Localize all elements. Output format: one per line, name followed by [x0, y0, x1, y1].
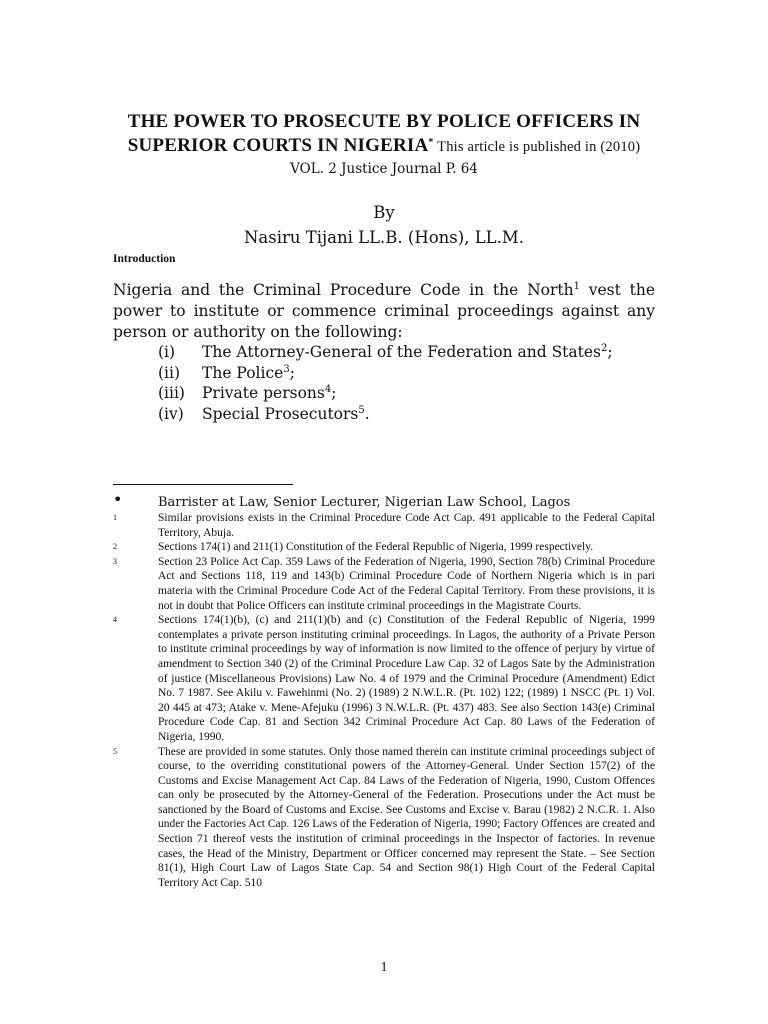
list-text: Private persons: [202, 384, 325, 402]
paragraph-text: vest the power to institute or commence criminal proceedings against any person or authority on the following:: [113, 281, 655, 341]
list-number: (iii): [158, 384, 185, 402]
list-punct: ;: [289, 363, 295, 382]
list-text: The Police: [202, 363, 284, 382]
footnote-mark: 1: [113, 513, 117, 522]
footnote-text: Barrister at Law, Senior Lecturer, Nigerian Law School, Lagos: [158, 495, 571, 510]
footnote-ref: 4: [324, 384, 332, 395]
title-note: This article is published in (2010): [433, 139, 641, 155]
section-heading: Introduction: [113, 253, 176, 265]
list-punct: ;: [331, 384, 337, 402]
footnote-ref: 5: [358, 404, 365, 416]
prosecutor-list: [158, 342, 613, 424]
list-number: (iv): [158, 404, 184, 423]
footnote-ref: 3: [283, 363, 290, 375]
list-item: [158, 383, 613, 404]
footnote-mark: •: [113, 490, 123, 509]
list-item: [158, 363, 613, 384]
footnote-4: [113, 613, 655, 744]
title-text: SUPERIOR COURTS IN NIGERIA: [127, 135, 429, 156]
footnote-mark: 3: [113, 556, 117, 566]
footnote-mark: 4: [113, 615, 117, 625]
publication-line: VOL. 2 Justice Journal P. 64: [290, 161, 478, 177]
author-name: Nasiru Tijani LL.B. (Hons), LL.M.: [243, 228, 525, 247]
title-footnote-marker: *: [428, 137, 434, 148]
footnote-ref: 2: [601, 343, 608, 354]
footnote-divider: [113, 484, 293, 485]
list-item: [158, 404, 613, 425]
footnote-author: [113, 490, 655, 511]
footnote-text: Section 23 Police Act Cap. 359 Laws of the Federation of Nigeria, 1990, Section 78(b) Criminal Procedure Act and Sections 118, 119 and 143(b) Criminal Procedure Code of Northern Nigeria which is in pari materia with the Criminal Procedure Code Act of the Federal Capital Territory. From these provisions, it is not in doubt that Police Officers can institute criminal proceedings in the Magistrate Courts.: [158, 555, 655, 612]
list-punct: .: [364, 404, 370, 423]
by-label: By: [373, 203, 395, 222]
list-text: The Attorney-General of the Federation and States: [202, 343, 602, 361]
title-line-1: THE POWER TO PROSECUTE BY POLICE OFFICERS IN: [127, 111, 641, 132]
footnote-5: [113, 745, 655, 891]
footnote-mark: 5: [113, 746, 117, 756]
byline: [100, 200, 668, 250]
list-number: (i): [158, 343, 176, 361]
footnote-text: These are provided in some statutes. Only those named therein can institute criminal proceedings subject of course, to the overriding constitutional powers of the Attorney-General. Under Section 157(2) of the Customs and Excise Management Act Cap. 84 Laws of the Federation of Nigeria, 1990, Custom Offences can only be prosecuted by the Attorney-General of the Federation. Prosecutions under the Act must be sanctioned by the Board of Customs and Excise. See Customs and Excise v. Barau (1982) 2 N.C.R. 1. Also under the Factories Act Cap. 126 Laws of the Federation of Nigeria, 1990; Factory Offences are created and Section 71 thereof vests the institution of criminal proceedings in the Inspector of factories. In revenue cases, the Head of the Ministry, Department or Officer concerned may represent the State. – See Section 81(1), High Court Law of Lagos State Cap. 54 and Section 98(1) High Court of the Federal Capital Territory Act Cap. 510: [158, 745, 655, 889]
list-text: Special Prosecutors: [202, 404, 359, 423]
footnote-text: Similar provisions exists in the Criminal Procedure Code Act Cap. 491 applicable to the Federal Capital Territory, Abuja.: [158, 512, 655, 539]
title-line-2: [100, 134, 668, 159]
intro-paragraph: [113, 280, 655, 343]
footnote-text: Sections 174(1) and 211(1) Constitution of the Federal Republic of Nigeria, 1999 respectively.: [158, 541, 594, 554]
list-punct: ;: [607, 343, 613, 361]
footnote-ref: 1: [573, 281, 580, 292]
footnote-3: [113, 555, 655, 613]
page-number: 1: [380, 960, 388, 975]
paragraph-text: Nigeria and the Criminal Procedure Code in the North: [113, 281, 574, 299]
title-block: [100, 110, 668, 179]
footnote-text: Sections 174(1)(b), (c) and 211(1)(b) and (c) Constitution of the Federal Republic of Nigeria, 1999 contemplates a private person instituting criminal proceedings. In Lagos, the authority of a Private Person to institute criminal proceedings by way of information is now limited to the offence of perjury by virtue of amendment to Section 340 (2) of the Criminal Procedure Law Cap. 32 of Lagos Sate by the Administration of justice (Miscellaneous Provisions) Law No. 4 of 1979 and the Criminal Procedure (Amendment) Edict No. 7 1987. See Akilu v. Fawehinmi (No. 2) (1989) 2 N.W.L.R. (Pt. 102) 122; (1989) 1 NSCC (Pt. 1) Vol. 20 445 at 473; Atake v. Mene-Afejuku (1996) 3 N.W.L.R. (Pt. 437) 483. See also Section 143(e) Criminal Procedure Code Cap. 81 and Section 342 Criminal Procedure Act Cap. 80 Laws of the Federation of Nigeria, 1990.: [158, 614, 655, 743]
footnote-1: [113, 511, 655, 540]
footnotes: [113, 490, 655, 890]
footnote-2: [113, 540, 655, 555]
list-number: (ii): [158, 363, 181, 382]
list-item: [158, 342, 613, 363]
footnote-mark: 2: [113, 542, 117, 552]
